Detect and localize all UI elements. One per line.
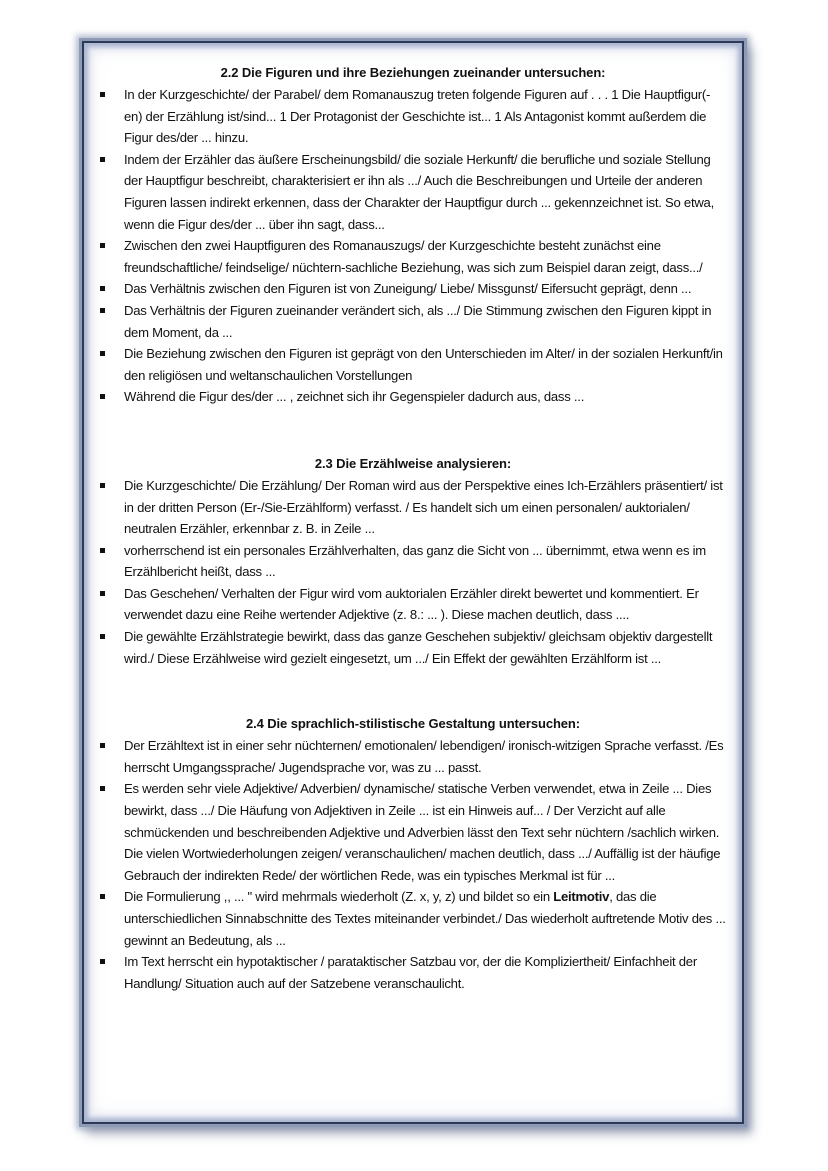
list-item: [98, 300, 728, 343]
bullet-icon: [100, 591, 105, 596]
bullet-icon: [100, 548, 105, 553]
bullet-icon: [100, 959, 105, 964]
leitmotiv-term: Leitmotiv: [553, 889, 610, 905]
list-item: [98, 235, 728, 278]
document-content: [98, 62, 728, 994]
list-item-text: Es werden sehr viele Adjektive/ Adverbien/ dynamische/ statische Verben verwendet, etwa in Zeile ... Dies bewirkt, dass .../ Die Häufung von Adjektiven in Zeile ... ist ein Hinweis auf... / Der Verzicht auf alle schmückenden und beschreibenden Adjektive und Adverbien lässt den Text sehr nüchtern /sachlich wirken. Die vielen Wortwiederholungen zeigen/ veranschaulichen/ machen deutlich, dass .../ Auffällig ist der häufige Gebrauch der indirekten Rede/ der wörtlichen Rede, was ein typisches Merkmal ist für ...: [124, 781, 721, 883]
list-item: [98, 778, 728, 886]
list-item: [98, 626, 728, 669]
list-item-text: Das Verhältnis zwischen den Figuren ist von Zuneigung/ Liebe/ Missgunst/ Eifersucht geprägt, denn ...: [124, 281, 692, 297]
list-item-text: Die Kurzgeschichte/ Die Erzählung/ Der Roman wird aus der Perspektive eines Ich-Erzählers präsentiert/ ist in der dritten Person (Er-/Sie-Erzählform) verfasst. / Es handelt sich um einen personalen/ auktorialen/ neutralen Erzähler, erkennbar z. B. in Zeile ...: [124, 477, 723, 537]
bullet-icon: [100, 243, 105, 248]
list-item: [98, 951, 728, 994]
list-item-text-before: Die Formulierung ,, ... " wird mehrmals wiederholt (Z. x, y, z) und bildet so ein: [124, 889, 554, 905]
list-item: [98, 84, 728, 149]
list-item-text: Der Erzähltext ist in einer sehr nüchternen/ emotionalen/ lebendigen/ ironisch-witzigen Sprache verfasst. /Es herrscht Umgangssprache/ Jugendsprache vor, was zu ... passt.: [124, 738, 724, 775]
bullet-icon: [100, 157, 105, 162]
list-item: [98, 343, 728, 386]
section-sprache-stil: [98, 713, 728, 994]
list-item: [98, 475, 728, 540]
list-item: [98, 278, 728, 300]
bullet-icon: [100, 351, 105, 356]
bullet-icon: [100, 894, 105, 899]
bullet-list: [98, 475, 728, 669]
list-item-text: Zwischen den zwei Hauptfiguren des Romanauszugs/ der Kurzgeschichte besteht zunächst eine freundschaftliche/ feindselige/ nüchtern-sachliche Beziehung, was sich zum Beispiel daran zeigt, dass.../: [124, 238, 703, 275]
list-item-text: Während die Figur des/der ... , zeichnet sich ihr Gegenspieler dadurch aus, dass ...: [124, 389, 585, 405]
bullet-icon: [100, 743, 105, 748]
list-item-text: Das Verhältnis der Figuren zueinander verändert sich, als .../ Die Stimmung zwischen den Figuren kippt in dem Moment, da ...: [124, 302, 712, 340]
bullet-icon: [100, 483, 105, 488]
section-title: 2.3 Die Erzählweise analysieren:: [314, 455, 512, 471]
list-item: [98, 886, 728, 951]
list-item-text: vorherrschend ist ein personales Erzählverhalten, das ganz die Sicht von ... übernimmt, etwa wenn es im Erzählbericht heißt, dass ...: [124, 542, 706, 580]
bullet-icon: [100, 92, 105, 97]
bullet-list: [98, 84, 728, 408]
bullet-icon: [100, 394, 105, 399]
list-item-text: Das Geschehen/ Verhalten der Figur wird vom auktorialen Erzähler direkt bewertet und kommentiert. Er verwendet dazu eine Reihe wertender Adjektive (z. 8.: ... ). Diese machen deutlich, dass ....: [124, 585, 699, 623]
section-title: 2.2 Die Figuren und ihre Beziehungen zueinander untersuchen:: [220, 65, 606, 80]
section-erzaehlweise: [98, 453, 728, 669]
bullet-list: [98, 735, 728, 994]
bullet-icon: [100, 308, 105, 313]
list-item-text: Im Text herrscht ein hypotaktischer / parataktischer Satzbau vor, der die Kompliziertheit/ Einfachheit der Handlung/ Situation auch auf der Satzebene veranschaulicht.: [124, 954, 697, 991]
bullet-icon: [100, 286, 105, 291]
list-item-text: In der Kurzgeschichte/ der Parabel/ dem Romanauszug treten folgende Figuren auf . . . 1 Die Hauptfigur(-en) der Erzählung ist/sind... 1 Der Protagonist der Geschichte ist... 1 Als Antagonist kommt außerdem die Figur des/der ... hinzu.: [124, 87, 711, 146]
list-item-text: Die gewählte Erzählstrategie bewirkt, dass das ganze Geschehen subjektiv/ gleichsam objektiv dargestellt wird./ Diese Erzählweise wird gezielt eingesetzt, um .../ Ein Effekt der gewählten Erzählform ist ...: [124, 629, 713, 666]
list-item-text: Indem der Erzähler das äußere Erscheinungsbild/ die soziale Herkunft/ die berufliche und soziale Stellung der Hauptfigur beschreibt, charakterisiert er ihn als .../ Auch die Beschreibungen und Urteile der anderen Figuren lassen indirekt erkennen, dass der Charakter der Hauptfigur durch ... gekennzeichnet ist. So etwa, wenn die Figur des/der ... über ihn sagt, dass...: [124, 151, 714, 232]
list-item: [98, 540, 728, 583]
list-item: [98, 583, 728, 626]
list-item: [98, 149, 728, 235]
document-frame: [82, 41, 744, 1124]
list-item-text-after: , das die unterschiedlichen Sinnabschnitte des Textes miteinander verbindet./ Das wiederholt auftretende Motiv des ... gewinnt an Bedeutung, als ...: [124, 889, 726, 948]
list-item-text: Die Beziehung zwischen den Figuren ist geprägt von den Unterschieden im Alter/ in der sozialen Herkunft/in den religiösen und weltanschaulichen Vorstellungen: [124, 346, 723, 383]
bullet-icon: [100, 634, 105, 639]
section-title: 2.4 Die sprachlich-stilistische Gestaltung untersuchen:: [245, 716, 581, 732]
list-item: [98, 735, 728, 778]
section-figuren: [98, 62, 728, 408]
bullet-icon: [100, 786, 105, 791]
list-item: [98, 386, 728, 408]
